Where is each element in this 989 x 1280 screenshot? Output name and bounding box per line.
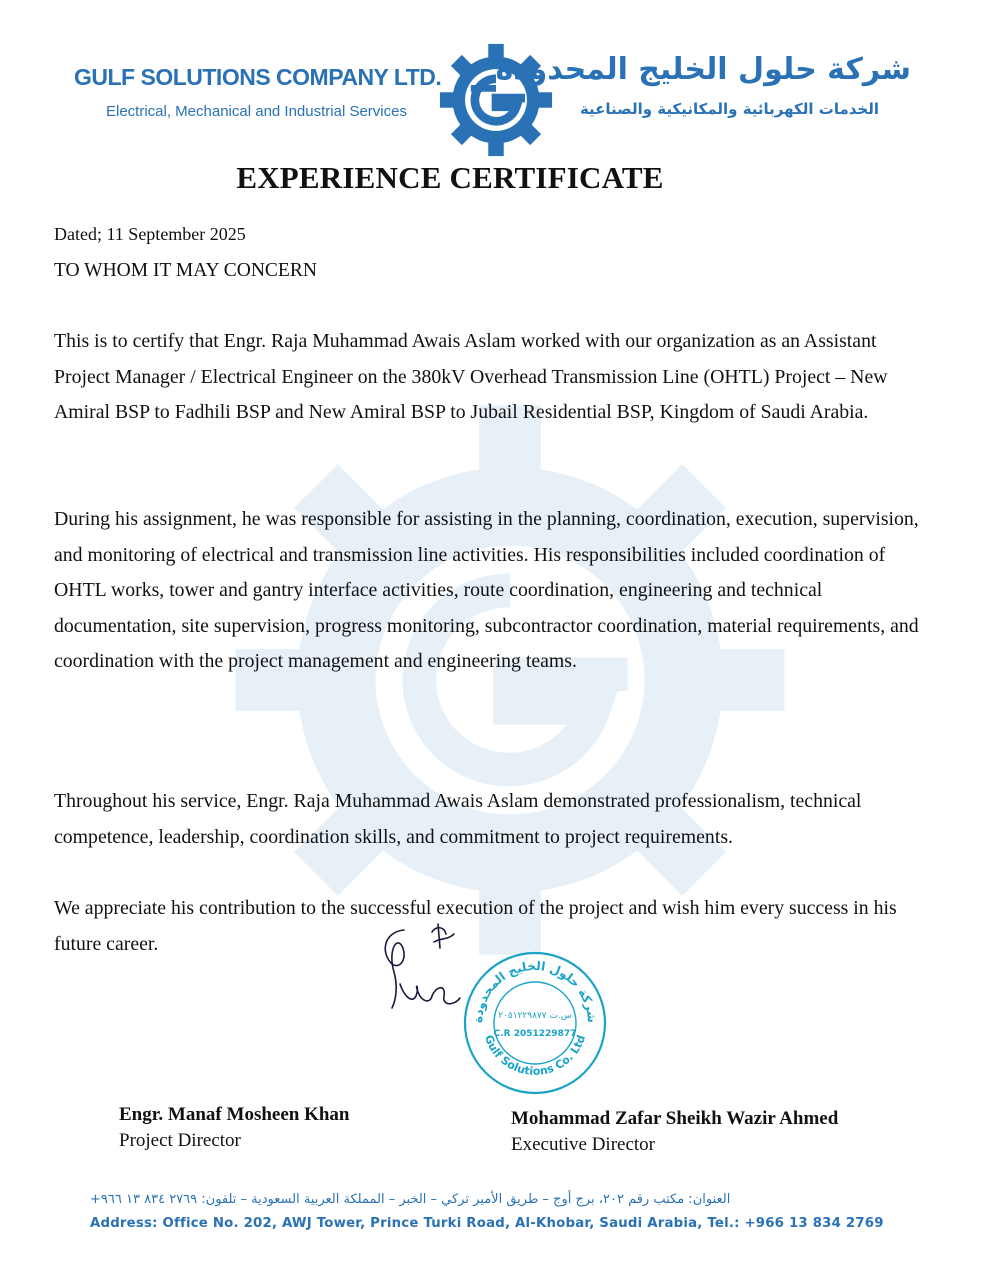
paragraph-wishes: We appreciate his contribution to the successful execution of the project and wish him every success in his future career. (54, 897, 897, 955)
salutation: TO WHOM IT MAY CONCERN (54, 260, 317, 281)
signatory-title-executive-director: Executive Director (511, 1134, 656, 1155)
signatory-name-project-director: Engr. Manaf Mosheen Khan (119, 1104, 350, 1125)
signatory-title-project-director: Project Director (119, 1130, 241, 1151)
company-stamp (460, 948, 610, 1098)
company-name-ar: شركة حلول الخليج المحدودة (495, 52, 911, 87)
watermark-gear-icon (230, 400, 790, 960)
handwritten-signature (374, 912, 474, 1022)
stamp-ar-cr: س.ت ٢٠٥١٢٢٩٨٧٧ (498, 1011, 572, 1021)
company-services-ar: الخدمات الكهربائية والمكانيكية والصناعية (579, 100, 879, 118)
paragraph-responsibilities: During his assignment, he was responsible for assisting in the planning, coordination, execution, supervision, and monitoring of electrical and transmission line activities. His responsibilities included coordination of OHTL works, tower and gantry interface activities, route coordination, engineering and technical documentation, site supervision, progress monitoring, subcontractor coordination, material requirements, and coordination with the project management and engineering teams. (54, 508, 919, 673)
stamp-ar-name: شركة حلول الخليج المحدودة (470, 958, 600, 1024)
stamp-en-name: Gulf Solutions Co. Ltd (481, 1033, 589, 1078)
signatory-name-executive-director: Mohammad Zafar Sheikh Wazir Ahmed (511, 1108, 839, 1129)
document-date: Dated; 11 September 2025 (54, 224, 246, 244)
stamp-cr: C.R 2051229877 (493, 1029, 577, 1039)
footer-address-ar: العنوان: مكتب رقم ٢٠٢، برج أوج – طريق الأمير تركي – الخبر – المملكة العربية السعودية – تلفون: ٢٧٦٩ ٨٣٤ ١٣ ٩٦٦+ (90, 1192, 731, 1207)
footer-address-en: Address: Office No. 202, AWJ Tower, Prince Turki Road, Al-Khobar, Saudi Arabia, Tel.: +966 13 834 2769 (90, 1216, 884, 1231)
paragraph-certification: This is to certify that Engr. Raja Muhammad Awais Aslam worked with our organization as an Assistant Project Manager / Electrical Engineer on the 380kV Overhead Transmission Line (OHTL) Project – New Amiral BSP to Fadhili BSP and New Amiral BSP to Jubail Residential BSP, Kingdom of Saudi Arabia. (54, 330, 888, 424)
document-title: EXPERIENCE CERTIFICATE (236, 160, 664, 195)
paragraph-performance: Throughout his service, Engr. Raja Muhammad Awais Aslam demonstrated professionalism, technical competence, leadership, coordination skills, and commitment to project requirements. (54, 790, 862, 848)
company-name-en: GULF SOLUTIONS COMPANY LTD. (74, 64, 442, 90)
company-services-en: Electrical, Mechanical and Industrial Services (106, 103, 407, 120)
